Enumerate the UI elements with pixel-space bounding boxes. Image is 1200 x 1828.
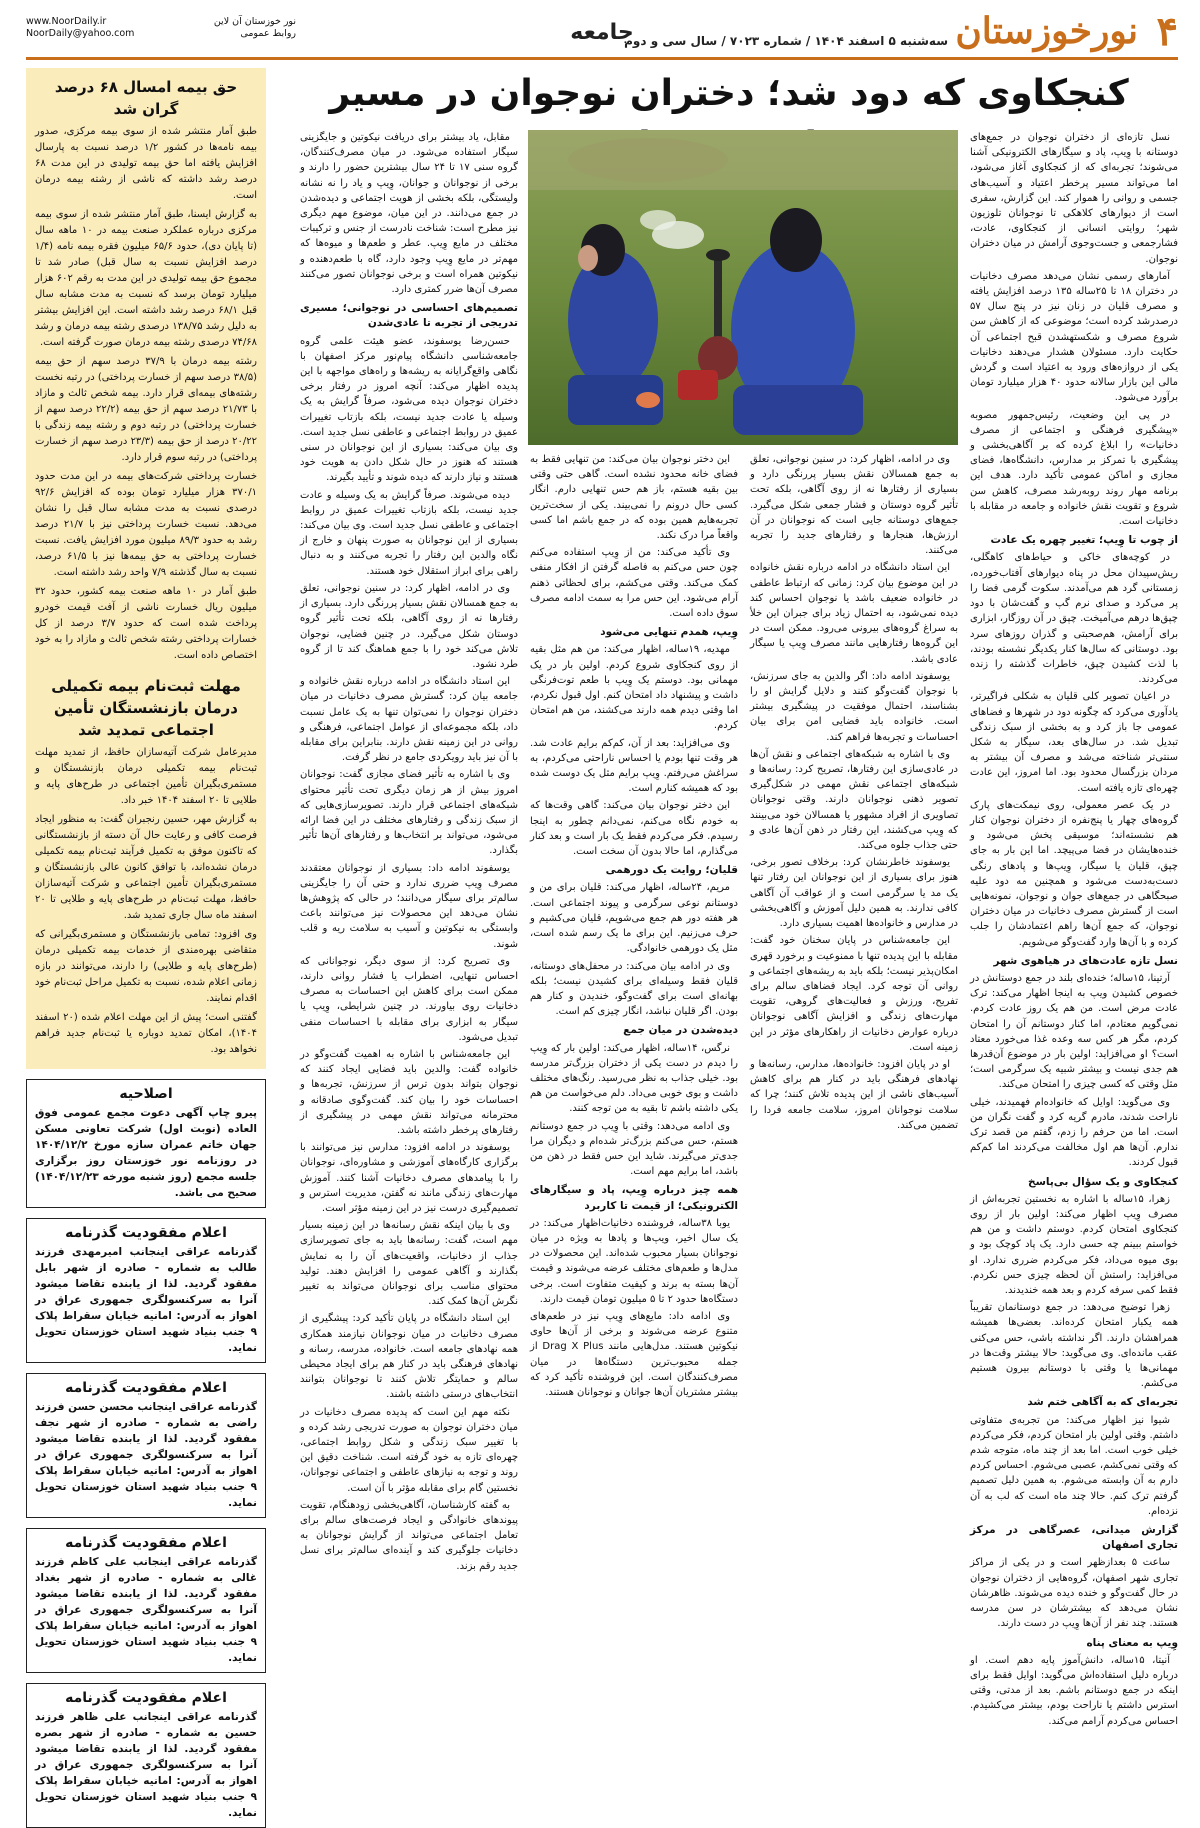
girls-smoking-hookah-photo xyxy=(528,130,958,445)
paragraph: آنیتا، ۱۵ساله، دانش‌آموز پایه دهم است. او درباره دلیل استفاده‌اش می‌گوید: اوایل فقط برای اینکه در جمع دوستانم باشم. بعد از مدتی، وقتی استرس داشتم یا ناراحت بودم، بیشتر می‌کشیدم. احساس می‌کردم آرامم می‌کند. xyxy=(970,1654,1178,1727)
paragraph: وی در ادامه، اظهار کرد: در سنین نوجوانی، تعلق به جمع همسالان نقش بسیار پررنگی دارد. بسیاری از رفتارها نه از روی آگاهی، بلکه تحت تأثیر گروه دوستان شکل می‌گیرد. در چنین فضایی، نوجوان تلاش می‌کند خود را با جمع هماهنگ کند تا از گروه طرد نشود. xyxy=(300,582,518,670)
article-columns xyxy=(280,130,1178,1768)
paragraph: وی می‌افزاید: بعد از آن، کم‌کم برایم عادت شد. هر وقت تنها بودم یا احساس ناراحتی می‌کردم، به سراغش می‌رفتم. وِیپ برایم مثل یک دوست شده بود که همیشه کنارم است. xyxy=(530,737,738,795)
paragraph: وی در ادامه بیان می‌کند: در محفل‌های دوستانه، قلیان فقط وسیله‌ای برای کشیدن نیست؛ بلکه بهانه‌ای است برای گفت‌وگو، خندیدن و کنار هم بودن. اگر قلیان نباشد، انگار چیزی کم است. xyxy=(530,960,738,1018)
contact-labels xyxy=(176,16,296,40)
correction-notice xyxy=(26,1079,266,1208)
article-photo xyxy=(528,130,958,445)
masthead xyxy=(26,10,1178,60)
paragraph: این استاد دانشگاه در ادامه درباره نقش خانواده در این موضوع بیان کرد: زمانی که ارتباط عاطفی در خانواده ضعیف باشد یا نوجوان احساس کند دیده نمی‌شود، به احتمال زیاد برای جبران این خلأ به سراغ گروه‌های بیرونی می‌رود. ممکن است در این گروه‌ها رفتارهایی مانند مصرف وِیپ یا سیگار عادی باشد. xyxy=(750,562,958,665)
paragraph: مهدیه، ۱۹ساله، اظهار می‌کند: من هم مثل بقیه از روی کنجکاوی شروع کردم. اولین بار در یک مهمانی بود. دوستم یک وِیپ با طعم توت‌فرنگی داشت و پیشنهاد داد امتحان کنم. اول قبول نکردم، اما وقتی دیدم همه دارند می‌کشند، من هم امتحان کردم. xyxy=(530,644,738,732)
paragraph: یوسفوند خاطرنشان کرد: برخلاف تصور برخی، هنوز برای بسیاری از این نوجوانان این رفتار تنها یک مد یا سرگرمی است و از عواقب آن آگاهی کافی ندارند. به همین دلیل آموزش و آگاهی‌بخشی در مدارس و خانواده‌ها اهمیت بسیاری دارد. xyxy=(750,857,958,930)
paragraph: طبق آمار منتشر شده از سوی بیمه مرکزی، صدور بیمه نامه‌ها در کشور ۱/۲ درصد نسبت به پارسال افزایش یافته اما حق بیمه تولیدی در این مدت ۶۸ درصد رشد داشته که ناشی از رشته بیمه درمان است. xyxy=(35,126,257,201)
paragraph: نرگس، ۱۴ساله، اظهار می‌کند: اولین بار که وِیپ را دیدم در دست یکی از دختران بزرگ‌تر مدرسه بود. خیلی جذاب به نظر می‌رسید. رنگ‌های مختلف داشت و بوی خوبی می‌داد. دلم می‌خواست من هم یکی داشته باشم تا بقیه به من توجه کنند. xyxy=(530,1042,738,1115)
subheading: از چوب تا وِیپ؛ تغییر چهره یک عادت xyxy=(990,534,1178,547)
paragraph: یوسفوند ادامه داد: بسیاری از نوجوانان معتقدند مصرف وِیپ ضرری ندارد و حتی آن را جایگزینی سالم‌تر برای سیگار می‌دانند؛ در حالی که پژوهش‌ها نشان می‌دهد این محصولات نیز می‌توانند باعث وابستگی به نیکوتین و آسیب به سلامت ریه و قلب شوند. xyxy=(300,862,518,950)
main-article xyxy=(280,68,1178,1768)
notice-title: اعلام مفقودیت گذرنامه xyxy=(65,1380,227,1396)
column-4 xyxy=(300,130,518,1768)
insurance-article xyxy=(26,68,266,1069)
site-url[interactable]: www.NoorDaily.ir xyxy=(26,16,107,27)
paragraph: این جامعه‌شناس در پایان سخنان خود گفت: مقابله با این پدیده تنها با ممنوعیت و برخورد قهری امکان‌پذیر نیست؛ بلکه باید به ریشه‌های اجتماعی و روانی آن توجه کرد. ایجاد فضاهای سالم برای تفریح، ورزش و فعالیت‌های گروهی، تقویت مهارت‌های زندگی و افزایش آگاهی نوجوانان درباره عوارض دخانیات از راهکارهای مؤثر در این زمینه است. xyxy=(750,935,958,1053)
insurance-body xyxy=(35,124,257,664)
paragraph: این استاد دانشگاه در ادامه درباره نقش خانواده و جامعه بیان کرد: گسترش مصرف دخانیات در میان دختران نوجوان را نمی‌توان تنها به یک عامل نسبت داد، بلکه مجموعه‌ای از عوامل اجتماعی، فرهنگی و روانی در این زمینه نقش دارند. بنابراین برای مقابله با آن نیز باید رویکردی جامع در نظر گرفت. xyxy=(300,676,518,764)
paragraph: گفتنی است؛ پیش از این مهلت اعلام شده (۲۰ اسفند ۱۴۰۴)، امکان تمدید دوباره یا ثبت‌نام جدید فراهم نخواهد بود. xyxy=(35,1012,257,1055)
mehlat-title: مهلت ثبت‌نام بیمه تکمیلی درمان بازنشستگان تأمین اجتماعی تمدید شد xyxy=(51,677,241,739)
paragraph: این دختر نوجوان بیان می‌کند: گاهی وقت‌ها که به خودم نگاه می‌کنم، نمی‌دانم چطور به اینجا رسیدم. فکر می‌کردم فقط یک بار است و بعد کنار می‌گذارم، اما حالا بدون آن سخت است. xyxy=(530,800,738,858)
paragraph: خسارت پرداختی شرکت‌های بیمه در این مدت حدود ۳۷۰/۱ هزار میلیارد تومان بوده که افزایش ۹۲/۶ درصدی نسبت به مدت مشابه سال قبل را نشان می‌دهد. نسبت خسارت پرداختی نیز با ۲۱/۷ درصد رشد به حدود ۸۹/۳ میلیون مورد افزایش یافت. نسبت خسارت پرداختی به حق بیمه‌ها نیز با ۶۱/۵ درصد، نسبت به سال گذشته ۷/۹ واحد رشد داشته است. xyxy=(35,471,257,578)
notice-text: گذرنامه عراقی اینجانب علی کاظم فرزند غالی به شماره - صادره از شهر بغداد مفقود گردید. لذا از یابنده تقاضا میشود آنرا به سرکنسولگری جمهوری عراق در اهواز به آدرس: امانیه خیابان سقراط پلاک ۹ جنب بنیاد شهید استان خوزستان تحویل نماید. xyxy=(35,1556,257,1664)
subheading: کنجکاوی و یک سؤال بی‌پاسخ xyxy=(1028,1175,1178,1188)
page-number: ۴ xyxy=(1156,8,1178,55)
paragraph: وی ادامه می‌دهد: وقتی با وِیپ در جمع دوستانم هستم، حس می‌کنم بزرگ‌تر شده‌ام و دیگران مرا جدی‌تر می‌گیرند. شاید این حس فقط در ذهن من باشد، اما برایم مهم است. xyxy=(530,1120,738,1178)
column-3 xyxy=(530,452,738,1768)
lost-passport-notice xyxy=(26,1373,266,1518)
paragraph: حسن‌رضا یوسفوند، عضو هیئت علمی گروه جامعه‌شناسی دانشگاه پیام‌نور مرکز اصفهان با نگاهی واقع‌گرایانه به ریشه‌ها و راه‌های مواجهه با این پدیده اظهار می‌کند: آنچه امروز در رفتار برخی دختران نوجوان دیده می‌شود، صرفاً گرایش به یک وسیله یا عادت جدید نیست، بلکه بازتاب تغییرات عمیق در روابط اجتماعی و عاطفی نسل جدید است. وی بیان می‌کند: بسیاری از این نوجوانان در سنی هستند که هنوز در حال شکل دادن به هویت خود هستند و نیاز دارند که دیده شوند و تأیید بگیرند. xyxy=(300,335,518,484)
paragraph: وی ادامه داد: مایع‌های وِیپ نیز در طعم‌های متنوع عرضه می‌شوند و برخی از آن‌ها حاوی نیکوتین هستند. مدل‌هایی مانند Drag X Plus از جمله محبوب‌ترین دستگاه‌ها در میان مصرف‌کنندگان است. این فروشنده تأکید کرد که بیشتر مشتریان آن‌ها جوانان و نوجوانان هستند. xyxy=(530,1310,738,1398)
subheading: وِیپ، همدم تنهایی می‌شود xyxy=(600,626,738,639)
correction-text: پیرو چاپ آگهی دعوت مجمع عمومی فوق العاده (نوبت اول) شرکت تعاونی مسکن جهان خاتم عمران سازه مورخ ۱۴۰۴/۱۲/۲ در روزنامه نور خوزستان روز برگزاری جلسه مجمع (روز شنبه مورخه ۱۴۰۴/۱۲/۲۳) صحیح می باشد. xyxy=(35,1107,257,1199)
paragraph: طبق آمار در ۱۰ ماهه صنعت بیمه کشور، حدود ۳۲ میلیون ریال خسارت ناشی از آفت قیمت خودرو پرداخت شده است که حدود ۳/۷ درصد از کل خسارات پرداختی رشته شخص ثالث و مازاد را به خود اختصاص داده است. xyxy=(35,586,258,661)
notice-title: اعلام مفقودیت گذرنامه xyxy=(65,1690,227,1706)
paragraph: وی تصریح کرد: از سوی دیگر، نوجوانانی که احساس تنهایی، اضطراب یا فشار روانی دارند، ممکن است برای کاهش این احساسات به مصرف دخانیات روی بیاورند. در چنین شرایطی، وِیپ یا سیگار به ابزاری برای مقابله با احساسات منفی تبدیل می‌شود. xyxy=(300,955,518,1043)
subheading: نسل تازه عادت‌های در هیاهوی شهر xyxy=(993,954,1178,967)
paragraph: او در پایان افزود: خانواده‌ها، مدارس، رسانه‌ها و نهادهای فرهنگی باید در کنار هم برای کاهش آسیب‌های ناشی از این پدیده تلاش کنند؛ چرا که سلامت نوجوانان امروز، سلامت جامعه فردا را تضمین می‌کند. xyxy=(750,1058,958,1131)
paragraph: این استاد دانشگاه در پایان تأکید کرد: پیشگیری از مصرف دخانیات در میان نوجوانان نیازمند همکاری همه نهادهای جامعه است. خانواده، مدرسه، رسانه و نهادهای فرهنگی باید در کنار هم برای ایجاد محیطی سالم و حمایتگر تلاش کنند تا نوجوانان بتوانند انتخاب‌های درستی داشته باشند. xyxy=(300,1313,518,1401)
paragraph: آرتینا، ۱۵ساله؛ خنده‌ای بلند در جمع دوستانش در خصوص کشیدن ویپ به اینجا اظهار می‌کند: ترک عادت مرض است. من هم یک روز عادت کردم. نمی‌گویم معتادم، اما کنار دوستانم آن را امتحان کردم، مگر هر کس سه وعده غذا می‌خورد معتاد است؟ او می‌افزاید: اولین بار در موضوع آن‌قدرها هم جدی نیست و بیشتر شبیه یک سرگرمی است؛ مثل وقتی که کسی چیزی را امتحان می‌کند. xyxy=(970,972,1178,1091)
paragraph: وی می‌گوید: اوایل که خانواده‌ام فهمیدند، خیلی ناراحت شدند، مادرم گریه کرد و گفت نگران من است. اما من حرفم را زدم، گفتم من قصد ترک ندارم. آن‌ها هم اول مخالفت می‌کردند اما کم‌کم قبول کردند. xyxy=(970,1096,1178,1169)
paragraph: زهرا، ۱۵ساله با اشاره به نخستین تجربه‌اش از مصرف وِیپ اظهار می‌کند: اولین بار از روی کنجکاوی امتحان کردم. دوستم داشت و من هم خواستم ببینم چه حسی دارد. یک پاد کوچک بود و بوی میوه می‌داد، فکر می‌کردم ضرری ندارد. او می‌افزاید: راستش آن لحظه چیزی حس نکردم. فقط کمی سرفه کردم و بعد همه خندیدند. xyxy=(970,1193,1178,1297)
paragraph: وی در ادامه، اظهار کرد: در سنین نوجوانی، تعلق به جمع همسالان نقش بسیار پررنگی دارد و بسیاری از رفتارها نه از روی آگاهی، بلکه تحت تأثیر گروه دوستان و فشار جمعی شکل می‌گیرد. جمع‌های دوستانه جایی است که نوجوانان در آن ارزش‌ها، هنجارها و رفتارهای جدید را تجربه می‌کنند. xyxy=(750,454,958,557)
paragraph: وی با اشاره به تأثیر فضای مجازی گفت: نوجوانان امروز بیش از هر زمان دیگری تحت تأثیر محتوای شبکه‌های اجتماعی قرار دارند. تصویرسازی‌هایی که از سبک زندگی و رفتارهای مختلف در این فضا ارائه می‌شود، می‌تواند بر انتخاب‌ها و رفتارهای آن‌ها تأثیر بگذارد. xyxy=(300,769,518,857)
subheading: قلیان؛ روایت یک دورهمی xyxy=(605,864,738,877)
lost-passport-notice xyxy=(26,1218,266,1363)
paragraph: به گفته کارشناسان، آگاهی‌بخشی زودهنگام، تقویت پیوندهای خانوادگی و ایجاد فرصت‌های سالم برای تعامل اجتماعی می‌تواند از گرایش نوجوانان به دخانیات جلوگیری کند و آینده‌ای سالم‌تر برای نسل جدید رقم بزند. xyxy=(300,1499,518,1572)
paragraph: زهرا توضیح می‌دهد: در جمع دوستانمان تقریباً همه یکبار امتحان کرده‌اند. بعضی‌ها همیشه همراهشان دارند. اگر نداشته باشی، حس می‌کنی عقب مانده‌ای. وی می‌گوید: حالا بیشتر وقت‌ها در مهمانی‌ها یا وقتی با دوستانم بیرون هستیم می‌کشم. xyxy=(970,1302,1178,1390)
section-title: جامعه xyxy=(570,20,634,45)
lost-passport-notice xyxy=(26,1528,266,1673)
paragraph: وی افزود: تمامی بازنشستگان و مستمری‌بگیرانی که متقاضی بهره‌مندی از خدمات بیمه تکمیلی درمان (طرح‌های پایه و طلایی) را دارند، می‌توانند در بازه زمانی اعلام شده، نسبت به تکمیل مراحل ثبت‌نام خود اقدام نمایند. xyxy=(35,929,257,1004)
notice-title: اعلام مفقودیت گذرنامه xyxy=(65,1535,227,1551)
paragraph: در یک عصر معمولی، روی نیمکت‌های پارک گروه‌های چهار یا پنج‌نفره از دختران نوجوان کنار هم نشسته‌اند؛ موسیقی پخش می‌شود و خنده‌هایشان در فضا می‌پیچد. اما این بار به جای چپق، قلیان یا سیگار، وِیپ‌ها و پادهای رنگی دست‌به‌دست می‌شود و همچنین مه دود علیه صبحگاهی در جمع‌های جوان و نوجوان، نمونه‌هایی است از گسترش مصرف دخانیات در میان دختران نوجوان، که جمع آن‌ها راهم اعتمادشان را جلب کرده و با آن‌ها وارد گفت‌وگو می‌شویم. xyxy=(970,799,1178,948)
column-2 xyxy=(750,452,958,1768)
lost-passport-notice xyxy=(26,1683,266,1828)
paragraph: ساعت ۵ بعدازظهر است و در یکی از مراکز تجاری شهر اصفهان، گروه‌هایی از دختران نوجوان در حال گفت‌وگو و خنده دیده می‌شوند. ظاهرشان نشان می‌دهد که بیشترشان در سن مدرسه هستند. چند نفر از آن‌ها وِیپ در دست دارند. xyxy=(970,1557,1178,1630)
issue-date: سه‌شنبه ۵ اسفند ۱۴۰۴ / شماره ۷۰۲۳ / سال سی و دوم xyxy=(624,34,948,48)
paragraph: دیده می‌شوند. صرفاً گرایش به یک وسیله و عادت جدید نیست، بلکه بازتاب تغییرات عمیق در روابط اجتماعی و عاطفی نسل جدید است. وی بیان می‌کند: بسیاری از این نوجوانان به صورت پنهان و خارج از نگاه والدین این رفتار را تجربه می‌کنند و به دنبال راهی برای ابراز استقلال خود هستند. xyxy=(300,489,518,577)
notice-text: گذرنامه عراقی اینجانب امیرمهدی فرزند طالب به شماره - صادره از شهر بابل مفقود گردید. لذا از یابنده تقاضا میشود آنرا به سرکنسولگری جمهوری عراق در اهواز به آدرس: امانیه خیابان سقراط پلاک ۹ جنب بنیاد شهید استان خوزستان تحویل نماید. xyxy=(35,1246,257,1354)
subheading: گزارش میدانی، عصرگاهی در مرکز تجاری اصفهان xyxy=(970,1524,1178,1552)
newspaper-logo: نورخوزستان xyxy=(955,10,1138,52)
email[interactable]: NoorDaily@yahoo.com xyxy=(26,28,135,39)
paragraph: در پی این وضعیت، رئیس‌جمهور مصوبه «پیشگیری فرهنگی و اجتماعی از مصرف دخانیات» را ابلاغ کرده که بر آگاهی‌بخشی و پیشگیری با تمرکز بر مدارس، دانشگاه‌ها، فضای مجازی و اماکن عمومی تأکید دارد. هدف این برنامه مهار روند رو‌به‌رشد مصرف، کاهش سن شروع و تقویت نقش خانواده و جامعه در مقابله با دخانیات است. xyxy=(970,409,1178,528)
paragraph: وی تأکید می‌کند: من از وِیپ استفاده می‌کنم چون حس می‌کنم به فاصله گرفتن از افکار منفی کمک می‌کند. وقتی می‌کشم، برای لحظاتی ذهنم آرام می‌شود. این حس مرا به سمت ادامه مصرف سوق داده است. xyxy=(530,547,738,620)
paragraph: این جامعه‌شناس با اشاره به اهمیت گفت‌وگو در خانواده گفت: والدین باید فضایی ایجاد کنند که نوجوان بتواند بدون ترس از سرزنش، تجربه‌ها و احساسات خود را بیان کند. گفت‌وگوی صادقانه و محترمانه می‌تواند نقش مهمی در پیشگیری از رفتارهای پرخطر داشته باشد. xyxy=(300,1048,518,1136)
paragraph: مدیرعامل شرکت آتیه‌سازان حافظ، از تمدید مهلت ثبت‌نام بیمه تکمیلی درمان بازنشستگان و مستمری‌بگیران تأمین اجتماعی در طرح‌های پایه و طلایی تا ۲۰ اسفند ۱۴۰۴ خبر داد. xyxy=(35,747,257,806)
headline: کنجکاوی که دود شد؛ دختران نوجوان در مسیر xyxy=(329,73,1129,114)
paragraph: یوسفوند ادامه داد: اگر والدین به جای سرزنش، با نوجوان گفت‌وگو کنند و دلایل گرایش او را بشناسند، احتمال موفقیت در پیشگیری بیشتر است. خانواده باید فضایی امن برای بیان احساسات و تجربه‌ها فراهم کند. xyxy=(750,670,958,743)
paragraph: وی با اشاره به شبکه‌های اجتماعی و نقش آن‌ها در عادی‌سازی این رفتارها، تصریح کرد: رسانه‌ها و شبکه‌های اجتماعی نقش مهمی در شکل‌گیری تصویر ذهنی نوجوانان دارند. وقتی نوجوانان تصاویری از افراد مشهور یا همسالان خود می‌بینند که وِیپ می‌کشند، این رفتار در ذهن آن‌ها عادی و حتی جذاب جلوه می‌کند. xyxy=(750,748,958,852)
paragraph: وی با بیان اینکه نقش رسانه‌ها در این زمینه بسیار مهم است، گفت: رسانه‌ها باید به جای تصویرسازی جذاب از دخانیات، واقعیت‌های آن را به نمایش بگذارند و آگاهی عمومی را افزایش دهند. تولید محتوای مناسب برای نوجوانان می‌تواند به تغییر نگرش آن‌ها کمک کند. xyxy=(300,1220,518,1308)
paragraph: این دختر نوجوان بیان می‌کند: من تنهایی فقط به فضای خانه محدود نشده است. گاهی حتی وقتی بین بقیه هستم، باز هم حس تنهایی دارم. انگار کسی حال درونم را نمی‌بیند. یکی از سخت‌ترین تجربه‌هایم همین بوده که در جمع باشم اما کسی واقعاً مرا درک نکند. xyxy=(530,454,738,542)
column-1 xyxy=(970,130,1178,1768)
paragraph: مقابل، یاد بیشتر برای دریافت نیکوتین و جایگزینی سیگار استفاده می‌شود. در میان مصرف‌کنندگان، گروه سنی ۱۷ تا ۲۴ سال بیشترین حضور را دارند و برخی از نوجوانان و جوانان، وِیپ و یاد را نه نشانه ولیستگی، بلکه بخشی از هویت اجتماعی و دیده‌شدن در جمع می‌دانند. در این میان، موضوع مهم دیگری نیز مطرح است: شناخت نادرست از جنس و ترکیبات مختلف در مایع وِیپ. عطر و طعم‌ها و میوه‌ها که مهم‌تر در مایع وِیپ وجود دارد، گاه با طعم‌دهنده و نیکوتین همراه است و برخی نوجوانان تصور می‌کنند مصرف آن‌ها ضرر کمتری دارد. xyxy=(300,132,519,296)
subheading: تصمیم‌های احساسی در نوجوانی؛ مسیری تدریجی از تجربه تا عادی‌شدن xyxy=(300,302,518,330)
mehlat-body xyxy=(35,745,257,1058)
correction-title: اصلاحیه xyxy=(119,1086,173,1102)
lost-notices xyxy=(26,1218,266,1828)
paragraph: به گزارش ایسنا، طبق آمار منتشر شده از سوی بیمه مرکزی درباره عملکرد صنعت بیمه در ۱۰ ماهه سال (تا پایان دی)، حدود ۶۵/۶ میلیون فقره بیمه نامه (۱/۴ درصد افزایش نسبت به سال قبل) صادر شد تا مجموع حق بیمه تولیدی در این مدت به رقم ۶۰۲ هزار میلیارد تومان برسد که نسبت به مدت مشابه سال قبل ۶۸/۱ درصد رشد داشته است. این افزایش بیشتر به دلیل رشد ۱۳۸/۷۵ درصدی رشته بیمه درمان و رشد ۷۴/۶۸ درصدی رشته بیمه درمان صورت گرفته است. xyxy=(35,209,258,348)
sidebar xyxy=(26,68,266,1828)
insurance-title: حق بیمه امسال ۶۸ درصد گران شد xyxy=(54,78,238,118)
subheading: وِیپ به معنای پناه xyxy=(1086,1636,1178,1649)
paragraph: یوبا ۳۸ساله، فروشنده دخانیات‌اظهار می‌کند: در یک سال اخیر، ویپ‌ها و پادها به ویژه در میان نوجوانان بسیار محبوب شده‌اند. این محصولات در مدل‌ها و طعم‌های مختلف عرضه می‌شوند و قیمت آن‌ها بسته به برند و کیفیت متفاوت است. برخی دستگاه‌ها حدود ۲ تا ۵ میلیون تومان قیمت دارند. xyxy=(530,1217,738,1305)
paragraph: رشته بیمه درمان با ۳۷/۹ درصد سهم از حق بیمه (۳۸/۵ درصد سهم از خسارت پرداختی) در رتبه نخست رشته‌های بیمه‌ای قرار دارد. بیمه شخص ثالث و مازاد با ۲۱/۷۳ درصد سهم از حق بیمه (۲۲/۲ درصد سهم از خسارت پرداختی) در رتبه دوم و رشته بیمه زندگی با ۲۰/۲۲ درصد از حق بیمه (۲۳/۳ درصد سهم از خسارت پرداختی) در رتبه سوم قرار دارد. xyxy=(35,356,258,463)
subheading: دیده‌شدن در میان جمع xyxy=(623,1024,738,1037)
paragraph: یوسفوند در ادامه افزود: مدارس نیز می‌توانند با برگزاری کارگاه‌های آموزشی و مشاوره‌ای، نوجوانان را با پیامدهای مصرف دخانیات آشنا کنند. آموزش مهارت‌های زندگی مانند نه گفتن، مدیریت استرس و تصمیم‌گیری درست نیز در این زمینه مؤثر است. xyxy=(300,1142,518,1215)
paragraph: شیوا نیز اظهار می‌کند: من تجربه‌ی متفاوتی داشتم. وقتی اولین بار امتحان کردم، فکر می‌کردم خیلی خوب است. اما بعد از چند ماه، متوجه شدم که وقتی نمی‌کشم، عصبی می‌شوم. احساس کردم دارم به آن وابسته می‌شوم. به همین دلیل تصمیم گرفتم ترک کنم. حالا چند ماه است که لب به آن نزده‌ام. xyxy=(970,1414,1178,1517)
email-label: روابط عمومی xyxy=(240,28,296,39)
notice-title: اعلام مفقودیت گذرنامه xyxy=(65,1225,227,1241)
paragraph: نسل تازه‌ای از دختران نوجوان در جمع‌های دوستانه با وِیپ، پاد و سیگارهای الکترونیکی آشنا می‌شوند؛ تجربه‌ای که از کنجکاوی آغاز می‌شود، اما می‌تواند مسیر پرخطر اعتیاد و آسیب‌های جسمی و روانی را هموار کند. این گزارش، سفری است از دیوارهای کلاهکی تا نوجوانان تلوزیون شهر؛ روایتی انسانی از کنجکاوی، عادت، فشارجمعی و جست‌وجوی آرامش در میان دختران نوجوان. xyxy=(970,132,1178,265)
contact-block xyxy=(26,16,296,40)
subheading: تجربه‌ای که به آگاهی ختم شد xyxy=(1027,1396,1178,1409)
paragraph: نکته مهم این است که پدیده مصرف دخانیات در میان دختران نوجوان به صورت تدریجی رشد کرده و با تغییر سبک زندگی و شکل روابط اجتماعی، چهره‌ای تازه به خود گرفته است. شناخت دقیق این روند و توجه به نیازهای عاطفی و اجتماعی نوجوانان، نخستین گام برای مقابله مؤثر با آن است. xyxy=(300,1406,518,1494)
paragraph: در کوچه‌های خاکی و حیاط‌های کاهگلی، ریش‌سپیدان محل در پناه دیوارهای آفتاب‌خورده، زمستانی گرد هم می‌آمدند. سکوت گرمی فضا را پر می‌کرد و صدای نرم گپ و گفت‌شان با دود چپق‌ها درهم می‌آمیخت. چپق در آن روزگار، ابزاری برای آرامش، هم‌صحبتی و گذران روزهای سرد بود. دوستانی که سال‌ها کنار یکدیگر نشسته بودند، با لذت کشیدن چپق، خاطرات گذشته را زنده می‌کردند. xyxy=(970,552,1178,686)
paragraph: مریم، ۲۴ساله، اظهار می‌کند: قلیان برای من و دوستانم نوعی سرگرمی و پیوند اجتماعی است. هر هفته دور هم جمع می‌شویم، قلیان می‌کشیم و حرف می‌زنیم. این برای ما یک رسم شده است، مثل یک دورهمی خانوادگی. xyxy=(530,882,738,955)
notice-text: گذرنامه عراقی اینجانب علی ظاهر فرزند حسین به شماره - صادره از شهر بصره مفقود گردید. لذا از یابنده تقاضا میشود آنرا به سرکنسولگری جمهوری عراق در اهواز به آدرس: امانیه خیابان سقراط پلاک ۹ جنب بنیاد شهید استان خوزستان تحویل نماید. xyxy=(35,1711,257,1819)
paragraph: آمارهای رسمی نشان می‌دهد مصرف دخانیات در دختران ۱۸ تا ۲۵ساله ۱۳۵ درصد افزایش یافته و مصرف قلیان در زنان نیز در پنج سال ۵۷ درصدرشد کرده است؛ موضوعی که از کاهش سن شروع مصرف و شکستهشدن قبح اجتماعی آن حکایت دارد. مسئولان هشدار می‌دهند دخانیات یکی از دروازه‌های ورود به اعتیاد است و گردش مالی این بازار سالانه حدود ۴۰ هزار میلیارد تومان برآورد می‌شود. xyxy=(970,270,1179,404)
paragraph: در اعیان تصویر کلی قلیان به شکلی فراگیرتر، یادآوری می‌کرد که چگونه دود در شهرها و فضاهای عمومی جا باز کرد و به بخشی از سبک زندگی تبدیل شد. در سال‌های بعد، سیگار به شکل سنتی‌تر شناخته می‌شد و مصرف آن بیشتر به مردان بزرگسال محدود بود. اما امروز، این عادت چهره‌ای تازه یافته است. xyxy=(970,691,1178,794)
paragraph: به گزارش مهر، حسین رنجبران گفت: به منظور ایجاد فرصت کافی و رعایت حال آن دسته از بازنشستگانی که تاکنون موفق به تکمیل فرآیند ثبت‌نام بیمه تکمیلی درمان نشده‌اند، با توافق کانون عالی بازنشستگان و مستمری‌بگیران تأمین اجتماعی و شرکت آتیه‌سازان حافظ، مهلت ثبت‌نام در طرح‌های پایه و طلایی تا ۲۰ اسفند ماه سال جاری تمدید شد. xyxy=(35,814,257,921)
site-label: نور خوزستان آن لاین xyxy=(213,16,296,27)
subheading: همه چیز درباره وِیپ، پاد و سیگارهای الکترونیکی؛ از قیمت تا کاربرد xyxy=(530,1184,738,1212)
notice-text: گذرنامه عراقی اینجانب محسن حسن فرزند راضی به شماره - صادره از شهر نجف مفقود گردید. لذا از یابنده تقاضا میشود آنرا به سرکنسولگری جمهوری عراق در اهواز به آدرس: امانیه خیابان سقراط پلاک ۹ جنب بنیاد شهید استان خوزستان تحویل نماید. xyxy=(35,1401,257,1509)
